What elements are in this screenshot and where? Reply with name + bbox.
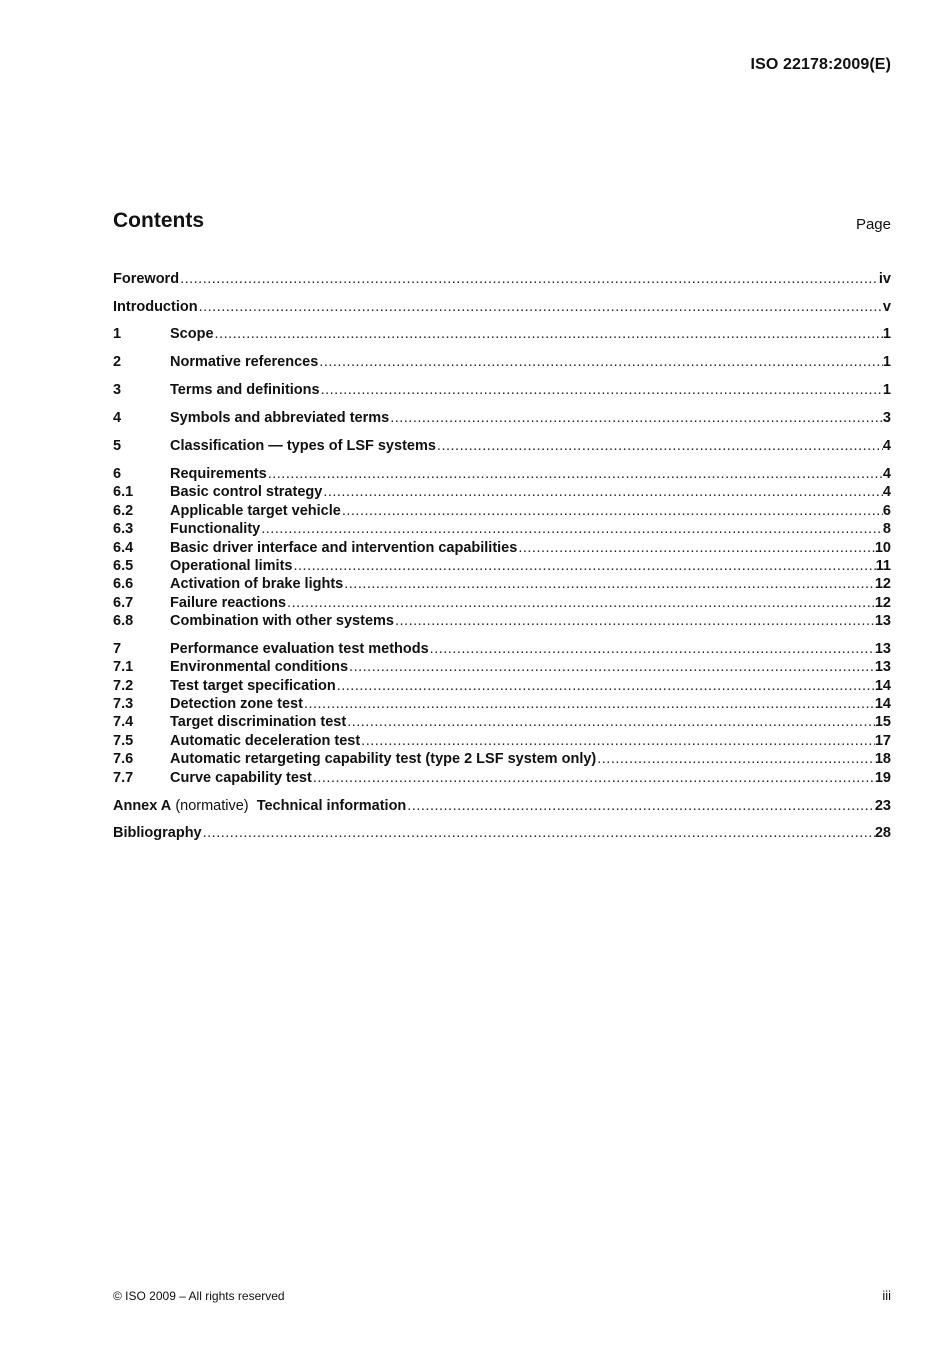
dot-leader xyxy=(348,658,875,676)
dot-leader xyxy=(322,483,883,501)
dot-leader xyxy=(596,750,875,768)
toc-entry-page: 1 xyxy=(882,354,891,370)
toc-entry-page: 23 xyxy=(874,798,891,814)
toc-entry-3[interactable] xyxy=(113,381,891,399)
dot-leader xyxy=(312,769,875,787)
toc-entry-title: Automatic retargeting capability test (type 2 LSF system only) xyxy=(170,751,597,767)
dot-leader xyxy=(267,465,883,483)
toc-entry-6-7[interactable] xyxy=(113,594,891,612)
contents-heading: Contents xyxy=(113,209,204,232)
dot-leader xyxy=(198,298,883,316)
footer-page-number: iii xyxy=(882,1288,891,1303)
toc-entry-page: iv xyxy=(878,271,891,287)
document-id: ISO 22178:2009(E) xyxy=(750,56,891,73)
toc-entry-page: 10 xyxy=(874,540,891,556)
dot-leader xyxy=(389,409,883,427)
toc-entry-7-1[interactable] xyxy=(113,658,891,676)
toc-entry-6-6[interactable] xyxy=(113,575,891,593)
toc-entry-page: 4 xyxy=(882,438,891,454)
toc-entry-title: Foreword xyxy=(113,271,180,287)
toc-entry-number: 7 xyxy=(113,641,122,657)
toc-entry-page: 19 xyxy=(874,770,891,786)
toc-entry-title: Activation of brake lights xyxy=(170,576,344,592)
toc-entry-title: Basic driver interface and intervention capabilities xyxy=(170,540,518,556)
dot-leader xyxy=(179,270,879,288)
toc-entry-page: 14 xyxy=(874,696,891,712)
dot-leader xyxy=(343,575,875,593)
toc-entry-page: 6 xyxy=(882,503,891,519)
toc-entry-bibliography[interactable] xyxy=(113,824,891,842)
toc-entry-7-3[interactable] xyxy=(113,695,891,713)
toc-entry-1[interactable] xyxy=(113,325,891,343)
toc-entry-title: Classification — types of LSF systems xyxy=(170,438,436,454)
toc-entry-6-8[interactable] xyxy=(113,612,891,630)
toc-entry-title: Introduction xyxy=(113,299,198,315)
toc-entry-title: Terms and definitions xyxy=(170,382,320,398)
dot-leader xyxy=(346,713,875,731)
dot-leader xyxy=(286,594,875,612)
dot-leader xyxy=(303,695,875,713)
dot-leader xyxy=(394,612,875,630)
toc-entry-annex-a[interactable] xyxy=(113,797,891,815)
toc-entry-number: 7.2 xyxy=(113,678,134,694)
toc-entry-number: 2 xyxy=(113,354,122,370)
dot-leader xyxy=(214,325,883,343)
toc-entry-number: 6.6 xyxy=(113,576,134,592)
toc-entry-title: Basic control strategy xyxy=(170,484,323,500)
toc-entry-title: Applicable target vehicle xyxy=(170,503,341,519)
toc-entry-page: v xyxy=(882,299,891,315)
toc-entry-page: 13 xyxy=(874,613,891,629)
toc-entry-2[interactable] xyxy=(113,353,891,371)
toc-entry-page: 13 xyxy=(874,659,891,675)
toc-entry-number: 1 xyxy=(113,326,122,342)
toc-entry-title: Performance evaluation test methods xyxy=(170,641,429,657)
toc-entry-number: 6.7 xyxy=(113,595,134,611)
toc-entry-page: 12 xyxy=(874,576,891,592)
toc-entry-7-7[interactable] xyxy=(113,769,891,787)
toc-entry-title: Environmental conditions xyxy=(170,659,349,675)
toc-entry-number: 7.6 xyxy=(113,751,134,767)
dot-leader xyxy=(341,502,883,520)
toc-entry-number: 6.5 xyxy=(113,558,134,574)
toc-entry-title: Test target specification xyxy=(170,678,336,694)
toc-entry-title: Combination with other systems xyxy=(170,613,394,629)
toc-entry-7-2[interactable] xyxy=(113,677,891,695)
toc-entry-page: 3 xyxy=(882,410,891,426)
dot-leader xyxy=(517,539,875,557)
toc-entry-page: 18 xyxy=(874,751,891,767)
toc-entry-introduction[interactable] xyxy=(113,298,891,316)
toc-entry-number: 6.1 xyxy=(113,484,134,500)
toc-entry-6-5[interactable] xyxy=(113,557,891,575)
toc-entry-page: 8 xyxy=(882,521,891,537)
toc-entry-page: 17 xyxy=(874,733,891,749)
toc-entry-4[interactable] xyxy=(113,409,891,427)
toc-entry-number: 6.3 xyxy=(113,521,134,537)
toc-entry-number: 3 xyxy=(113,382,122,398)
toc-entry-7-4[interactable] xyxy=(113,713,891,731)
toc-entry-title: Scope xyxy=(170,326,214,342)
toc-entry-number: 7.3 xyxy=(113,696,134,712)
dot-leader xyxy=(318,353,883,371)
footer-copyright: © ISO 2009 – All rights reserved xyxy=(113,1289,285,1303)
toc-entry-title: Target discrimination test xyxy=(170,714,347,730)
annex-title: Technical information xyxy=(256,798,407,814)
toc-entry-title: Automatic deceleration test xyxy=(170,733,361,749)
toc-entry-6[interactable] xyxy=(113,465,891,483)
toc-entry-title: Curve capability test xyxy=(170,770,312,786)
toc-entry-number: 6 xyxy=(113,466,122,482)
toc-entry-number: 7.1 xyxy=(113,659,134,675)
toc-entry-6-1[interactable] xyxy=(113,483,891,501)
toc-entry-title: Normative references xyxy=(170,354,319,370)
toc-entry-page: 12 xyxy=(874,595,891,611)
toc-entry-foreword[interactable] xyxy=(113,270,891,288)
toc-entry-title: Requirements xyxy=(170,466,267,482)
toc-entry-number: 6.4 xyxy=(113,540,134,556)
toc-entry-title: Bibliography xyxy=(113,825,202,841)
toc-entry-page: 1 xyxy=(882,326,891,342)
toc-entry-7-6[interactable] xyxy=(113,750,891,768)
dot-leader xyxy=(202,824,875,842)
toc-entry-page: 15 xyxy=(874,714,891,730)
toc-entry-title: Detection zone test xyxy=(170,696,303,712)
toc-entry-number: 6.8 xyxy=(113,613,134,629)
toc-entry-number: 7.7 xyxy=(113,770,134,786)
dot-leader xyxy=(320,381,883,399)
toc-entry-page: 13 xyxy=(874,641,891,657)
toc-entry-7[interactable] xyxy=(113,640,891,658)
dot-leader xyxy=(406,797,875,815)
toc-entry-5[interactable] xyxy=(113,437,891,455)
toc-entry-6-4[interactable] xyxy=(113,539,891,557)
toc-entry-title: Operational limits xyxy=(170,558,293,574)
toc-entry-page: 14 xyxy=(874,678,891,694)
dot-leader xyxy=(360,732,875,750)
toc-entry-title: Failure reactions xyxy=(170,595,287,611)
toc-entry-7-5[interactable] xyxy=(113,732,891,750)
annex-type: (normative) xyxy=(175,798,249,814)
dot-leader xyxy=(429,640,875,658)
toc-entry-number: 7.5 xyxy=(113,733,134,749)
dot-leader xyxy=(436,437,883,455)
toc-entry-page: 4 xyxy=(882,484,891,500)
toc-entry-6-2[interactable] xyxy=(113,502,891,520)
toc-entry-page: 11 xyxy=(875,558,891,574)
toc-entry-number: 6.2 xyxy=(113,503,134,519)
toc-entry-number: 5 xyxy=(113,438,122,454)
toc-entry-page: 28 xyxy=(874,825,891,841)
dot-leader xyxy=(336,677,875,695)
dot-leader xyxy=(292,557,875,575)
toc-entry-page: 4 xyxy=(882,466,891,482)
toc-entry-page: 1 xyxy=(882,382,891,398)
dot-leader xyxy=(260,520,883,538)
toc-entry-6-3[interactable] xyxy=(113,520,891,538)
toc-entry-title: Symbols and abbreviated terms xyxy=(170,410,390,426)
annex-label: Annex A xyxy=(113,798,172,814)
page-column-label: Page xyxy=(855,216,891,233)
toc-entry-number: 4 xyxy=(113,410,122,426)
toc-entry-title: Functionality xyxy=(170,521,261,537)
toc-entry-number: 7.4 xyxy=(113,714,134,730)
